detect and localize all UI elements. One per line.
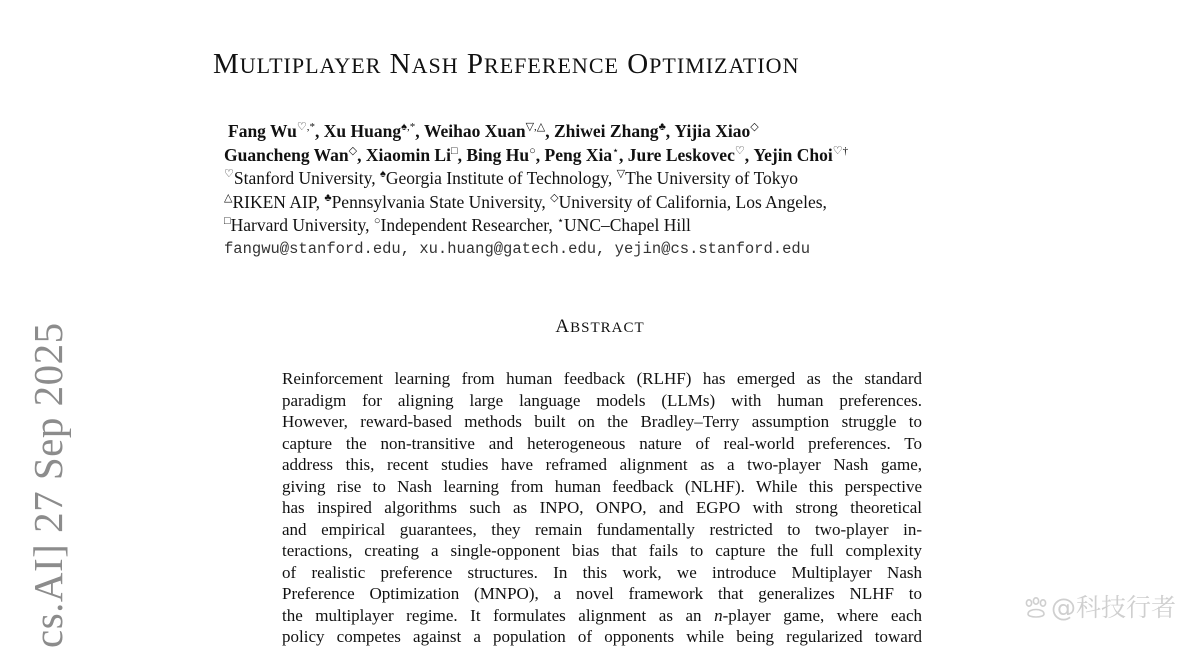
math-n: n	[714, 605, 723, 625]
abstract-line: address this, recent studies have reframed alignment as a two-player Nash game,	[282, 455, 922, 474]
title-word-4-rest: PTIMIZATION	[649, 53, 800, 78]
affiliation-mark: ♠	[380, 168, 386, 180]
affiliation-line-1	[224, 167, 984, 191]
author-mark: ◇	[348, 144, 358, 157]
abstract-line-part: the multiplayer regime. It formulates alignment as an	[282, 605, 702, 625]
author-mark: ▽,△	[525, 121, 546, 133]
abstract-line: However, reward-based methods built on the Bradley–Terry assumption struggle to	[282, 412, 922, 431]
affiliation-line-3	[224, 214, 984, 238]
affiliation-mark: ♣	[324, 191, 332, 204]
affiliation-mark: ⋆	[557, 215, 565, 227]
affiliation-name: Stanford University,	[233, 168, 376, 188]
author-name: Jure Leskovec	[627, 144, 735, 165]
abstract-line: and empirical guarantees, they remain fundamentally restricted to two-player in-	[282, 519, 922, 539]
title-word-2-cap: N	[389, 48, 412, 80]
affiliation-mark: ▽	[616, 168, 626, 180]
author-mark: ♡,*	[296, 121, 316, 133]
author-mark: ○	[529, 144, 536, 157]
author-mark: ♡	[734, 144, 745, 157]
title-word-4-cap: O	[627, 48, 650, 80]
author-line-2: Guancheng Wan◇, Xiaomin Li□, Bing Hu○, Peng Xia⋆, Jure Leskovec♡, Yejin Choi♡†	[224, 144, 849, 165]
title-word-3-rest: REFERENCE	[484, 53, 619, 78]
abstract-line: has inspired algorithms such as INPO, ONPO, and EGPO with strong theoretical	[282, 498, 922, 517]
author-name: Bing Hu	[466, 144, 530, 165]
abstract-line: capture the non-transitive and heterogeneous nature of real-world preferences. To	[282, 433, 922, 453]
author-name: Fang Wu	[228, 121, 297, 141]
affiliation-mark: ○	[373, 215, 381, 227]
abstract-line: Preference Optimization (MNPO), a novel framework that generalizes NLHF to	[282, 584, 922, 603]
affiliation-name: Georgia Institute of Technology,	[385, 168, 613, 188]
abstract-line: of realistic preference structures. In this work, we introduce Multiplayer Nash	[282, 562, 922, 582]
abstract-line: Reinforcement learning from human feedback (RLHF) has emerged as the standard	[282, 369, 922, 388]
affiliation-mark: ◇	[550, 191, 559, 204]
author-name: Guancheng Wan	[224, 144, 349, 165]
affiliation-mark: ♡	[224, 168, 234, 180]
abstract-text	[282, 368, 922, 648]
author-block	[224, 120, 984, 261]
affiliation-name: Harvard University,	[230, 215, 370, 235]
author-line-1: Fang Wu♡,*, Xu Huang♠,*, Weihao Xuan▽,△, Zhiwei Zhang♣, Yijia Xiao◇	[228, 121, 759, 141]
affiliation-name: Independent Researcher,	[380, 215, 553, 235]
title-word-2-rest: ASH	[411, 53, 459, 78]
watermark-text: @科技行者	[1050, 593, 1176, 622]
paw-icon	[1023, 597, 1049, 619]
affiliation-mark: △	[224, 191, 233, 204]
author-mark: ♣	[658, 121, 666, 133]
author-name: Xiaomin Li	[365, 144, 451, 165]
author-name: Yejin Choi	[753, 144, 833, 165]
title-word-1-rest: ULTIPLAYER	[239, 53, 382, 78]
author-mark: ⋆	[612, 144, 619, 157]
affiliation-name: Pennsylvania State University,	[331, 191, 546, 212]
affiliation-line-2	[224, 191, 984, 215]
author-name: Xu Huang	[323, 121, 402, 141]
abstract-heading-cap: A	[555, 316, 571, 337]
abstract-heading-rest: BSTRACT	[570, 320, 645, 336]
abstract-line-with-math	[282, 605, 922, 627]
author-mark: ♠,*	[401, 121, 416, 133]
title-word-1-cap: M	[213, 48, 240, 80]
affiliation-name: University of California, Los Angeles,	[558, 191, 827, 212]
abstract-line: policy competes against a population of opponents while being regularized toward	[282, 627, 922, 646]
affiliation-name: The University of Tokyo	[625, 168, 799, 188]
affiliation-mark: □	[224, 215, 231, 227]
author-name: Weihao Xuan	[423, 121, 526, 141]
abstract-heading	[0, 316, 1200, 338]
author-emails[interactable]: fangwu@stanford.edu, xu.huang@gatech.edu, yejin@cs.stanford.edu	[224, 239, 810, 258]
author-mark: ◇	[750, 121, 759, 133]
paper-title	[213, 48, 973, 81]
arxiv-stamp: cs.AI] 27 Sep 2025	[25, 322, 71, 648]
abstract-line-part: -player game, where each	[722, 605, 923, 625]
title-word-3-cap: P	[466, 48, 485, 80]
watermark	[1023, 588, 1176, 624]
abstract-line: giving rise to Nash learning from human feedback (NLHF). While this perspective	[282, 476, 922, 496]
author-name: Zhiwei Zhang	[554, 121, 659, 141]
abstract-line: teractions, creating a single-opponent bias that fails to capture the full complexity	[282, 541, 922, 560]
author-mark: □	[450, 144, 458, 157]
affiliation-name: UNC–Chapel Hill	[564, 215, 691, 235]
author-name: Peng Xia	[544, 144, 613, 165]
affiliation-name: RIKEN AIP,	[232, 191, 320, 212]
author-mark: ♡†	[832, 144, 849, 157]
abstract-line: paradigm for aligning large language models (LLMs) with human preferences.	[282, 390, 922, 410]
author-name: Yijia Xiao	[674, 121, 751, 141]
